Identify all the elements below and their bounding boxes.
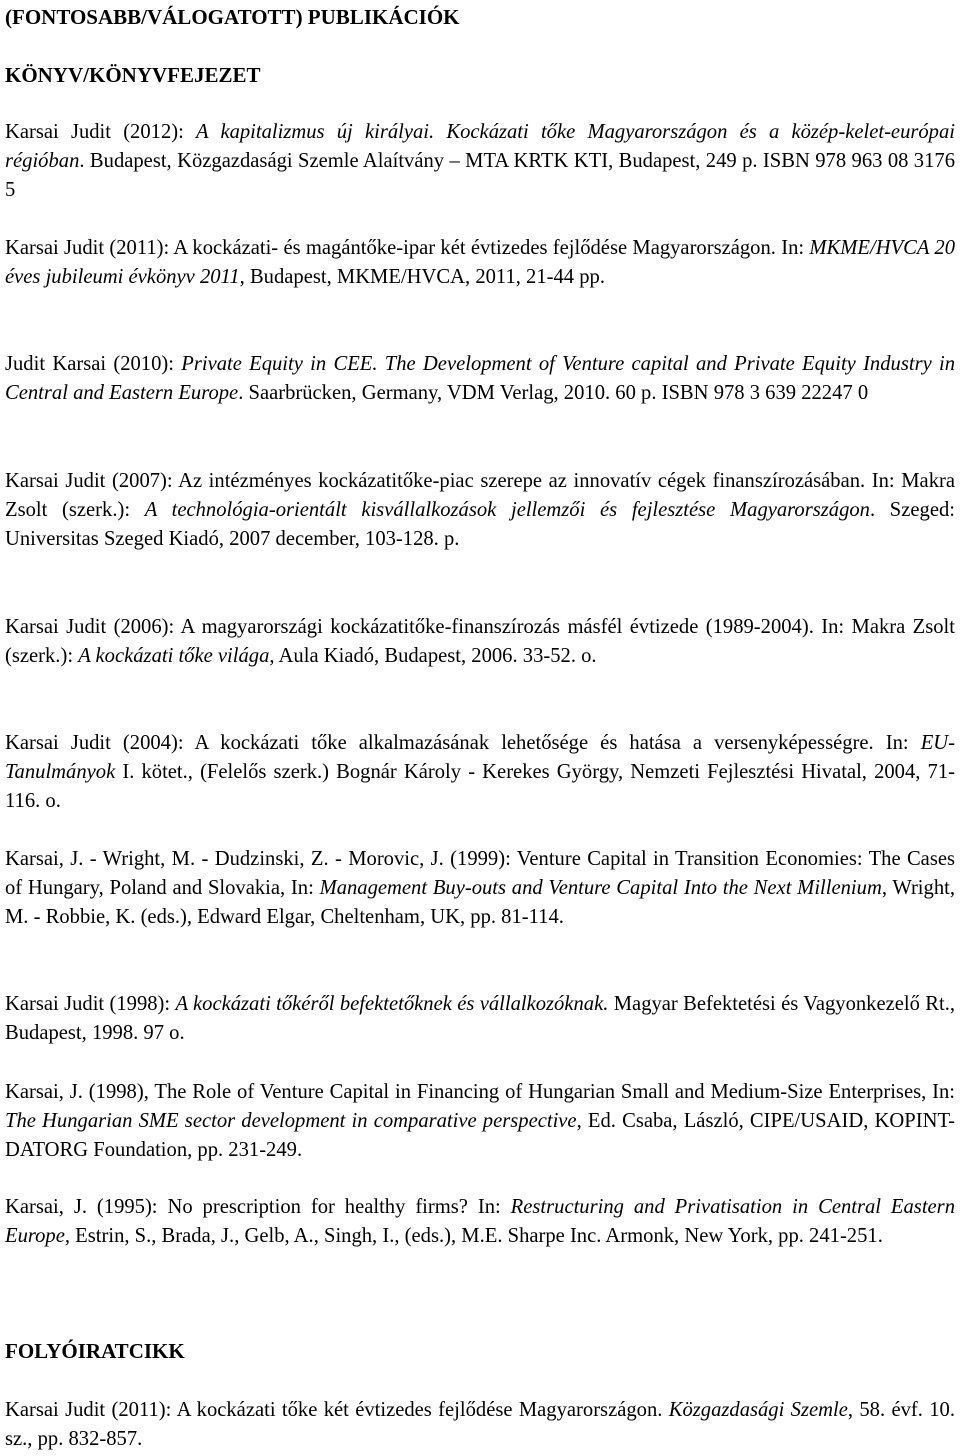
publication-entry: [5, 1078, 955, 1165]
entry-text: , Aula Kiadó, Budapest, 2006. 33-52. o.: [269, 645, 597, 667]
entry-text: Karsai, J. (1998), The Role of Venture Capital in Financing of Hungarian Small and Medium-Size Enterprises, In:: [5, 1081, 955, 1103]
entry-text: I. kötet., (Felelős szerk.) Bognár Károly - Kerekes György, Nemzeti Fejlesztési Hivatal, 2004, 71-116. o.: [5, 761, 955, 812]
entry-text: , Ed. Csaba, László, CIPE/USAID, KOPINT-DATORG Foundation, pp. 231-249.: [5, 1110, 955, 1161]
italic-title: Restructuring and Privatisation in Central Eastern Europe: [5, 1196, 955, 1247]
publication-entry: [5, 118, 955, 205]
publication-entry: [5, 613, 955, 671]
publication-entry: [5, 729, 955, 816]
page-title: (FONTOSABB/VÁLOGATOTT) PUBLIKÁCIÓK: [5, 5, 460, 29]
entry-text: . Budapest, Közgazdasági Szemle Alaítvány – MTA KRTK KTI, Budapest, 249 p. ISBN 978 963 08 3176 5: [5, 150, 955, 201]
italic-title: EU-Tanulmányok: [5, 732, 955, 783]
entry-text: , 58. évf. 10. sz., pp. 832-857.: [5, 1399, 955, 1450]
entry-text: Karsai Judit (2012):: [5, 121, 197, 143]
publication-entry: [5, 1193, 955, 1251]
entry-text: Magyar Befektetési és Vagyonkezelő Rt., Budapest, 1998. 97 o.: [5, 993, 955, 1044]
publication-entry: [5, 350, 955, 408]
italic-title: A technológia-orientált kisvállalkozások jellemzői és fejlesztése Magyarországon: [144, 499, 870, 521]
entry-text: Karsai Judit (2004): A kockázati tőke alkalmazásának lehetősége és hatása a versenyképességre. In:: [5, 732, 921, 754]
italic-title: MKME/HVCA 20 éves jubileumi évkönyv 2011: [5, 237, 955, 288]
entry-text: . Saarbrücken, Germany, VDM Verlag, 2010. 60 p. ISBN 978 3 639 22247 0: [238, 382, 869, 404]
italic-title: Közgazdasági Szemle: [668, 1399, 848, 1421]
publication-entry: [5, 234, 955, 292]
publication-entry: [5, 467, 955, 554]
italic-title: A kockázati tőke világa: [78, 645, 270, 667]
publication-entry: [5, 1396, 955, 1454]
entry-text: Judit Karsai (2010):: [5, 353, 182, 375]
entry-text: Karsai, J. - Wright, M. - Dudzinski, Z. - Morovic, J. (1999): Venture Capital in Transition Economies: The Cases of Hungary, Poland and Slovakia, In:: [5, 848, 955, 899]
italic-title: A kockázati tőkéről befektetőknek és vállalkozóknak.: [175, 993, 609, 1015]
entry-text: Karsai Judit (2007): Az intézményes kockázatitőke-piac szerepe az innovatív cégek finanszírozásában. In: Makra Zsolt (szerk.):: [5, 470, 955, 521]
entry-text: Karsai Judit (2006): A magyarországi kockázatitőke-finanszírozás másfél évtizede (1989-2004). In: Makra Zsolt (szerk.):: [5, 616, 955, 667]
entry-text: , Budapest, MKME/HVCA, 2011, 21-44 pp.: [239, 266, 605, 288]
publication-entry: [5, 845, 955, 932]
entry-text: Karsai Judit (2011): A kockázati- és magántőke-ipar két évtizedes fejlődése Magyarországon. In:: [5, 237, 810, 259]
entry-text: Karsai Judit (1998):: [5, 993, 176, 1015]
section-heading-journal: FOLYÓIRATCIKK: [5, 1339, 185, 1363]
italic-title: Private Equity in CEE. The Development of Venture capital and Private Equity Industry in Central and Eastern Europe: [5, 353, 956, 404]
italic-title: A kapitalizmus új királyai. Kockázati tőke Magyarországon és a közép-kelet-európai régióban: [5, 121, 955, 172]
entry-text: Karsai, J. (1995): No prescription for healthy firms? In:: [5, 1196, 511, 1218]
entry-text: Karsai Judit (2011): A kockázati tőke két évtizedes fejlődése Magyarországon.: [5, 1399, 669, 1421]
section-heading-book: KÖNYV/KÖNYVFEJEZET: [5, 63, 261, 87]
publication-entry: [5, 990, 955, 1048]
italic-title: Management Buy-outs and Venture Capital Into the Next Millenium: [319, 877, 882, 899]
entry-text: , Estrin, S., Brada, J., Gelb, A., Singh, I., (eds.), M.E. Sharpe Inc. Armonk, New York, pp. 241-251.: [64, 1225, 883, 1247]
entry-text: . Szeged: Universitas Szeged Kiadó, 2007 december, 103-128. p.: [5, 499, 955, 550]
italic-title: The Hungarian SME sector development in comparative perspective: [5, 1110, 577, 1132]
entry-text: , Wright, M. - Robbie, K. (eds.), Edward Elgar, Cheltenham, UK, pp. 81-114.: [5, 877, 955, 928]
